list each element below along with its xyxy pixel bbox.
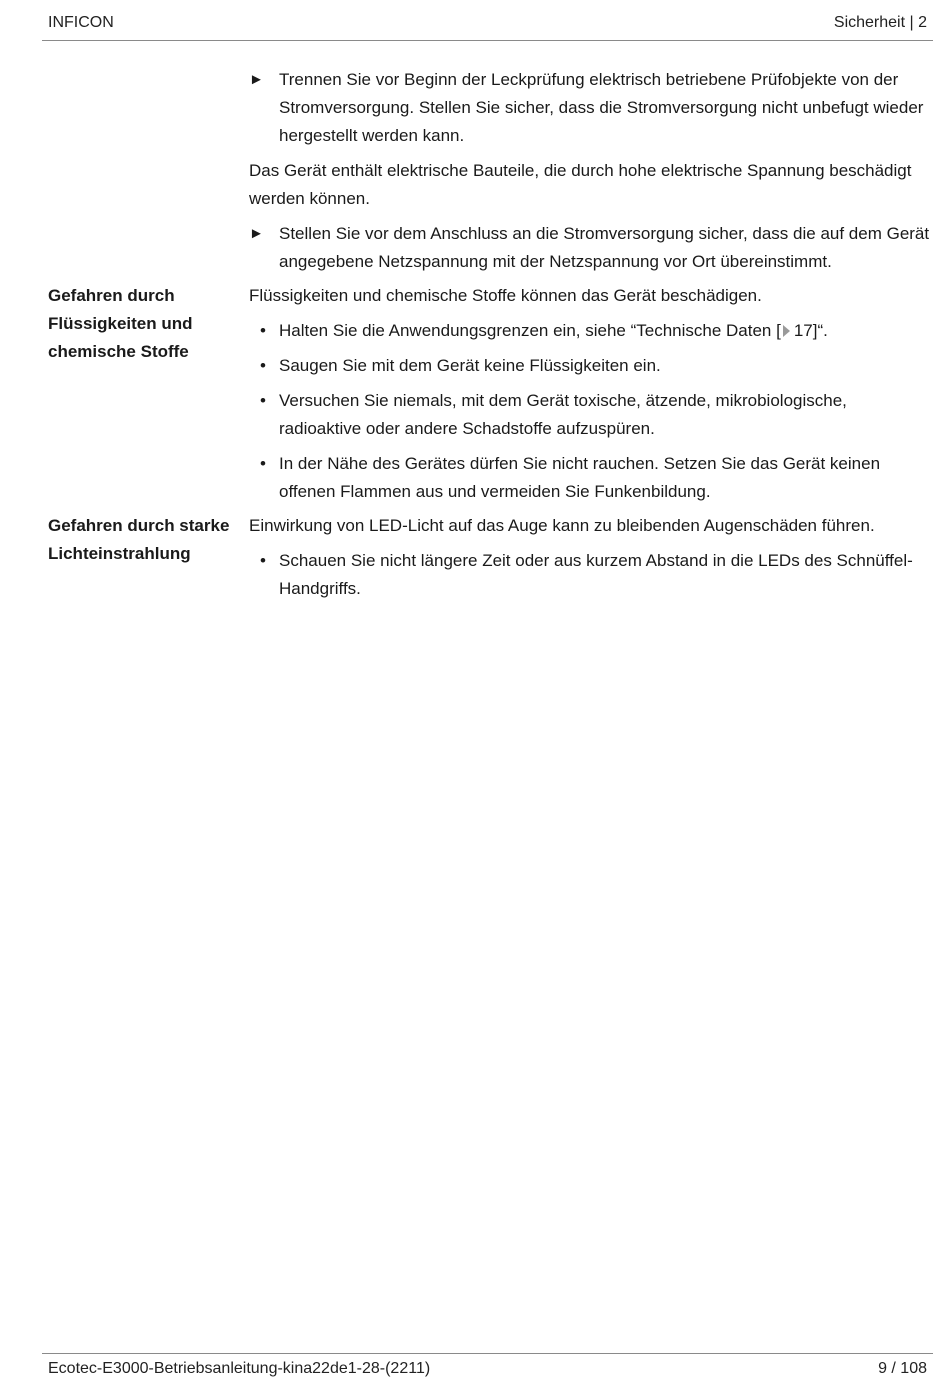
- section-heading: Gefahren durch Flüssigkeiten und chemische Stoffe: [48, 286, 193, 361]
- light-hazard-content: [249, 512, 933, 610]
- liquids-hazard-content: [249, 282, 933, 513]
- action-text: Stellen Sie vor dem Anschluss an die Stromversorgung sicher, dass die auf dem Gerät angegebene Netzspannung mit der Netzspannung vor Ort übereinstimmt.: [279, 224, 930, 271]
- list-item: [249, 450, 933, 506]
- bullet-icon: •: [260, 356, 266, 375]
- page-header: [42, 12, 933, 41]
- paragraph: Das Gerät enthält elektrische Bauteile, die durch hohe elektrische Spannung beschädigt werden können.: [249, 161, 912, 208]
- list-item-text: Versuchen Sie niemals, mit dem Gerät toxische, ätzende, mikrobiologische, radioaktive oder andere Schadstoffe aufzuspüren.: [279, 391, 847, 438]
- page-number: 9 / 108: [878, 1360, 927, 1377]
- bullet-icon: •: [260, 321, 266, 340]
- list-item: [249, 352, 933, 380]
- action-arrow-icon: ►: [249, 225, 264, 242]
- paragraph: Flüssigkeiten und chemische Stoffe können das Gerät beschädigen.: [249, 286, 762, 305]
- electrical-safety-content: [249, 66, 933, 283]
- list-item: [249, 387, 933, 443]
- section-heading: Gefahren durch starke Lichteinstrahlung: [48, 516, 230, 563]
- list-item: [249, 317, 933, 345]
- bullet-icon: •: [260, 391, 266, 410]
- cross-reference-arrow-icon: [783, 325, 790, 337]
- list-item: [249, 547, 933, 603]
- action-arrow-icon: ►: [249, 71, 264, 88]
- paragraph: Einwirkung von LED-Licht auf das Auge kann zu bleibenden Augenschäden führen.: [249, 516, 875, 535]
- list-item-text-end: ]“.: [812, 321, 828, 340]
- bullet-icon: •: [260, 551, 266, 570]
- action-text: Trennen Sie vor Beginn der Leckprüfung elektrisch betriebene Prüfobjekte von der Stromversorgung. Stellen Sie sicher, dass die Stromversorgung nicht unbefugt wieder hergestellt werden kann.: [279, 70, 924, 145]
- document-name: Ecotec-E3000-Betriebsanleitung-kina22de1-28-(2211): [48, 1360, 431, 1377]
- page-footer: [42, 1353, 933, 1384]
- list-item-text: Schauen Sie nicht längere Zeit oder aus kurzem Abstand in die LEDs des Schnüffel-Handgriffs.: [279, 551, 913, 598]
- page-reference-link[interactable]: 17: [793, 321, 813, 340]
- section-title: Sicherheit | 2: [833, 14, 927, 31]
- brand-name: INFICON: [48, 14, 114, 31]
- list-item-text: Saugen Sie mit dem Gerät keine Flüssigkeiten ein.: [279, 356, 661, 375]
- action-step: [249, 220, 933, 276]
- list-item-text: In der Nähe des Gerätes dürfen Sie nicht rauchen. Setzen Sie das Gerät keinen offenen Flammen aus und vermeiden Sie Funkenbildung.: [279, 454, 881, 501]
- list-item-text-start: Halten Sie die Anwendungsgrenzen ein, siehe “Technische Daten [: [279, 321, 781, 340]
- action-step: [249, 66, 933, 150]
- bullet-icon: •: [260, 454, 266, 473]
